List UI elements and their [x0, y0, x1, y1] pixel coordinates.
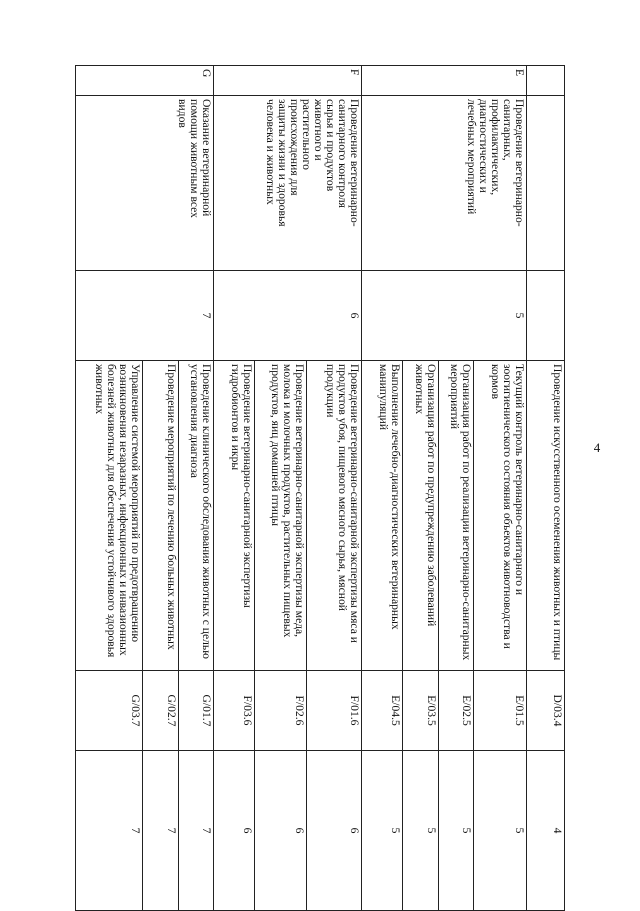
group-level-cell: [526, 271, 564, 361]
subfunction-level: 6: [307, 751, 362, 911]
subfunction-code: E/04.5: [362, 671, 403, 751]
table-row: [526, 66, 564, 911]
subfunction-level: 6: [254, 751, 306, 911]
subfunction-code: E/03.5: [402, 671, 438, 751]
subfunction-code: G/01.7: [178, 671, 214, 751]
subfunction-name: Проведение мероприятий по лечению больных животных: [142, 361, 178, 671]
subfunction-name: Организация работ по предупреждению заболеваний животных: [402, 361, 438, 671]
subfunction-name: Проведение искусственного осеменения животных и птицы: [526, 361, 564, 671]
rotated-table-wrapper: [75, 65, 565, 910]
functions-table: [75, 65, 565, 911]
subfunction-name: Выполнение лечебно-диагностических ветеринарных манипуляций: [362, 361, 403, 671]
subfunction-level: 5: [402, 751, 438, 911]
group-code-cell: G: [76, 66, 214, 96]
table-row: [178, 66, 214, 911]
subfunction-level: 6: [214, 751, 255, 911]
group-name-cell: Оказание ветеринарной помощи животным всех видов: [76, 96, 214, 271]
subfunction-name: Текущий контроль ветеринарно-санитарного и зоогигиенического состояния объектов животноводства и кормов: [474, 361, 526, 671]
subfunction-name: Организация работ по реализации ветеринарно-санитарных мероприятий: [438, 361, 474, 671]
group-name-cell: Проведение ветеринарно- санитарных, профилактических, диагностических и лечебных мероприятий: [362, 96, 527, 271]
subfunction-code: E/01.5: [474, 671, 526, 751]
subfunction-code: F/02.6: [254, 671, 306, 751]
subfunction-code: F/03.6: [214, 671, 255, 751]
subfunction-level: 7: [142, 751, 178, 911]
group-level-cell: 6: [214, 271, 362, 361]
group-code-cell: [526, 66, 564, 96]
subfunction-level: 7: [178, 751, 214, 911]
table-row: [474, 66, 526, 911]
subfunction-level: 5: [362, 751, 403, 911]
group-code-cell: E: [362, 66, 527, 96]
subfunction-code: D/03.4: [526, 671, 564, 751]
group-name-cell: [526, 96, 564, 271]
subfunction-code: G/02.7: [142, 671, 178, 751]
subfunction-code: F/01.6: [307, 671, 362, 751]
subfunction-level: 5: [438, 751, 474, 911]
page-number: 4: [593, 440, 601, 455]
subfunction-level: 4: [526, 751, 564, 911]
subfunction-level: 5: [474, 751, 526, 911]
group-level-cell: 7: [76, 271, 214, 361]
subfunction-code: E/02.5: [438, 671, 474, 751]
table-row: [307, 66, 362, 911]
group-name-cell: Проведение ветеринарно- санитарного контроля сырья и продуктов животного и растительного происхождения для защиты жизни и здоровья человека и животных: [214, 96, 362, 271]
group-code-cell: F: [214, 66, 362, 96]
subfunction-code: G/03.7: [76, 671, 143, 751]
group-level-cell: 5: [362, 271, 527, 361]
subfunction-name: Управление системой мероприятий по предотвращению возникновения незаразных, инфекционных и инвазионных болезней животных для обеспечения устойчивого здоровья животных: [76, 361, 143, 671]
subfunction-name: Проведение ветеринарно-санитарной экспертизы мяса и продуктов убоя, пищевого мясного сырья, мясной продукции: [307, 361, 362, 671]
subfunction-name: Проведение ветеринарно-санитарной экспертизы гидробионтов и икры: [214, 361, 255, 671]
subfunction-name: Проведение ветеринарно-санитарной экспертизы меда, молока и молочных продуктов, растительных пищевых продуктов, яиц домашней птицы: [254, 361, 306, 671]
subfunction-level: 7: [76, 751, 143, 911]
subfunction-name: Проведение клинического обследования животных с целью установления диагноза: [178, 361, 214, 671]
